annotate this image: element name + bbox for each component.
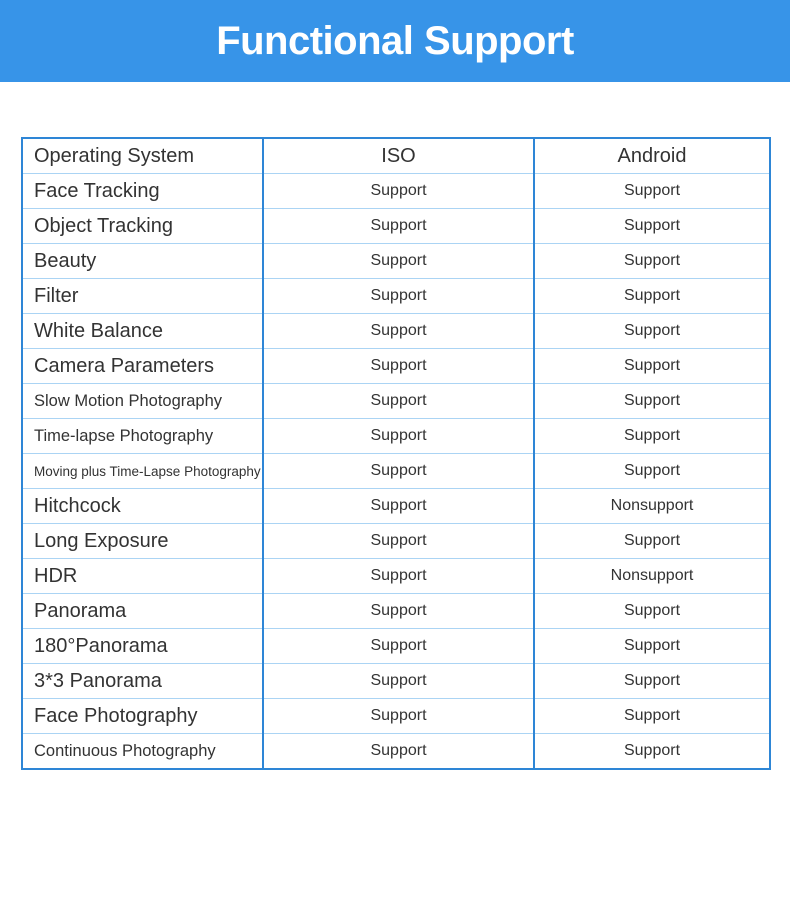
- android-value-cell: Support: [534, 384, 770, 419]
- android-value-cell: Nonsupport: [534, 559, 770, 594]
- feature-cell: Long Exposure: [22, 524, 263, 559]
- feature-cell: HDR: [22, 559, 263, 594]
- table-row: [22, 244, 770, 279]
- iso-value-cell: Support: [263, 629, 534, 664]
- android-value-cell: Support: [534, 524, 770, 559]
- android-value-cell: Support: [534, 699, 770, 734]
- iso-value-cell: Support: [263, 489, 534, 524]
- iso-value-cell: Support: [263, 734, 534, 770]
- iso-value-cell: Support: [263, 524, 534, 559]
- column-header-android: Android: [534, 138, 770, 174]
- column-header-iso: ISO: [263, 138, 534, 174]
- feature-cell: Face Photography: [22, 699, 263, 734]
- feature-cell: Continuous Photography: [22, 734, 263, 770]
- iso-value-cell: Support: [263, 384, 534, 419]
- android-value-cell: Support: [534, 594, 770, 629]
- feature-cell: Time-lapse Photography: [22, 419, 263, 454]
- feature-cell: 3*3 Panorama: [22, 664, 263, 699]
- table-row: [22, 279, 770, 314]
- feature-cell: Object Tracking: [22, 209, 263, 244]
- table-row: [22, 209, 770, 244]
- android-value-cell: Support: [534, 419, 770, 454]
- title-banner: [0, 0, 790, 82]
- iso-value-cell: Support: [263, 174, 534, 209]
- feature-cell: White Balance: [22, 314, 263, 349]
- table-row: [22, 594, 770, 629]
- iso-value-cell: Support: [263, 594, 534, 629]
- iso-value-cell: Support: [263, 349, 534, 384]
- header-row: [22, 138, 770, 174]
- table-row: [22, 559, 770, 594]
- android-value-cell: Support: [534, 209, 770, 244]
- android-value-cell: Support: [534, 664, 770, 699]
- column-header-operating-system: Operating System: [22, 138, 263, 174]
- android-value-cell: Support: [534, 174, 770, 209]
- iso-value-cell: Support: [263, 209, 534, 244]
- table-row: [22, 454, 770, 489]
- table-body: [22, 174, 770, 770]
- android-value-cell: Support: [623, 742, 681, 759]
- iso-value-cell: Support: [263, 454, 534, 489]
- iso-value-cell: Support: [263, 419, 534, 454]
- iso-value-cell: Support: [263, 559, 534, 594]
- android-value-cell: Support: [534, 629, 770, 664]
- table-row: [22, 419, 770, 454]
- table-row: [22, 349, 770, 384]
- table-row: [22, 314, 770, 349]
- iso-value-cell: Support: [263, 279, 534, 314]
- table-row: [22, 664, 770, 699]
- iso-value-cell: Support: [263, 699, 534, 734]
- table-row: [22, 489, 770, 524]
- table-row: [22, 524, 770, 559]
- feature-cell: Beauty: [22, 244, 263, 279]
- android-value-cell: Support: [534, 244, 770, 279]
- support-table-container: [21, 137, 769, 770]
- feature-cell: Panorama: [22, 594, 263, 629]
- android-value-cell: Support: [534, 279, 770, 314]
- android-value-cell: Support: [534, 349, 770, 384]
- feature-cell: Filter: [22, 279, 263, 314]
- feature-cell: Moving plus Time-Lapse Photography: [22, 454, 263, 489]
- support-table: [21, 137, 771, 770]
- table-row: [22, 734, 770, 770]
- iso-value-cell: Support: [263, 244, 534, 279]
- table-row: [22, 629, 770, 664]
- android-value-cell: Support: [534, 314, 770, 349]
- iso-value-cell: Support: [263, 314, 534, 349]
- feature-cell: Face Tracking: [22, 174, 263, 209]
- android-value-cell: Nonsupport: [534, 489, 770, 524]
- page-title: Functional Support: [216, 18, 574, 63]
- table-row: [22, 174, 770, 209]
- iso-value-cell: Support: [263, 664, 534, 699]
- table-row: [22, 699, 770, 734]
- feature-cell: Camera Parameters: [22, 349, 263, 384]
- android-value-cell: Support: [534, 454, 770, 489]
- feature-cell: Hitchcock: [22, 489, 263, 524]
- table-row: [22, 384, 770, 419]
- feature-cell: 180°Panorama: [22, 629, 263, 664]
- feature-cell: Slow Motion Photography: [22, 384, 263, 419]
